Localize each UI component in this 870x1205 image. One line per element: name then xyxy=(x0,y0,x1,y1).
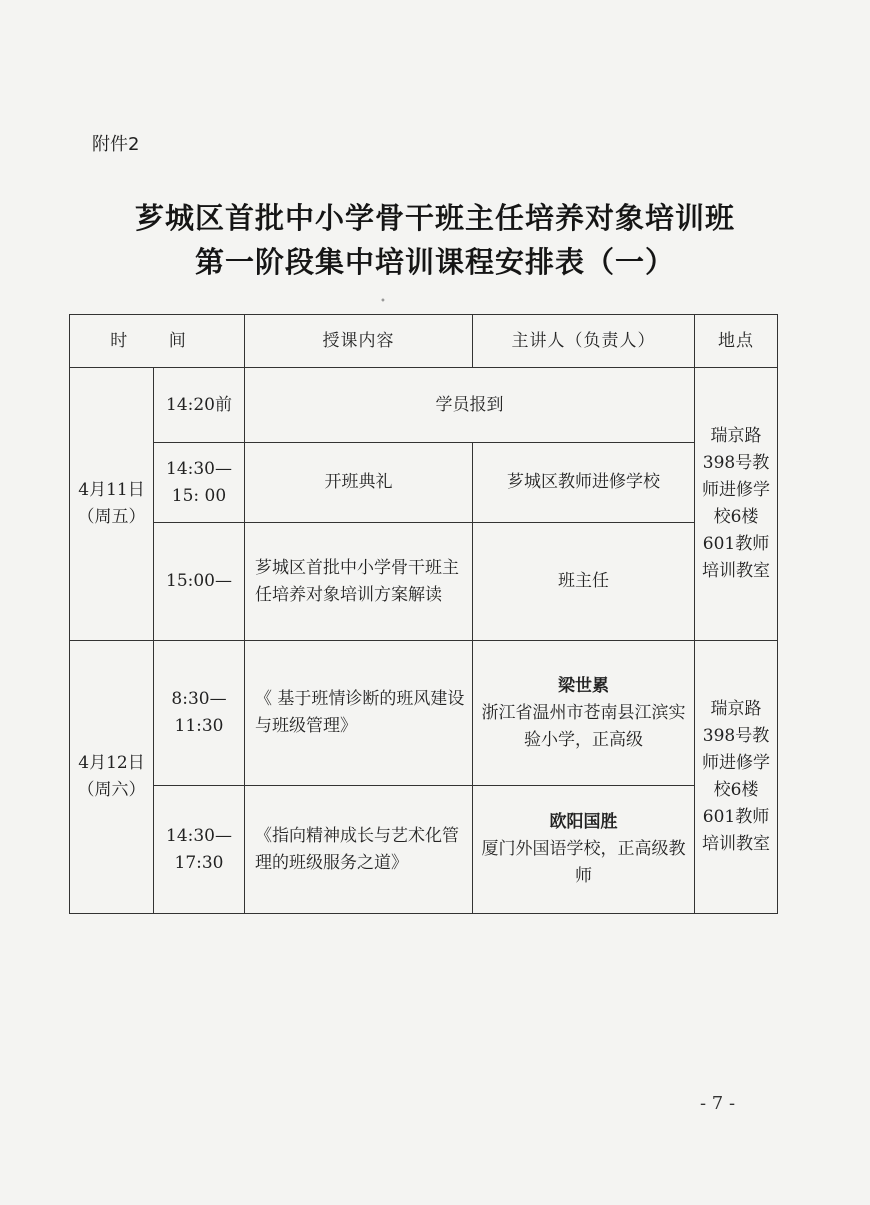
content-cell: 开班典礼 xyxy=(245,443,473,523)
header-time: 时 间 xyxy=(70,315,245,368)
scan-speck: • xyxy=(380,296,386,307)
speaker-cell: 芗城区教师进修学校 xyxy=(473,443,695,523)
time-cell: 14:30—15: 00 xyxy=(154,443,245,523)
speaker-title: 浙江省温州市苍南县江滨实验小学，正高级 xyxy=(481,702,686,750)
table-row xyxy=(70,786,778,914)
speaker-cell: 班主任 xyxy=(473,523,695,641)
content-cell: 学员报到 xyxy=(245,368,695,443)
location-cell-day1: 瑞京路398号教师进修学校6楼601教师培训教室 xyxy=(695,368,778,641)
date-cell-day1: 4月11日（周五） xyxy=(70,368,154,641)
speaker-cell xyxy=(473,641,695,786)
page-number: - 7 - xyxy=(700,1093,736,1114)
time-cell: 14:20前 xyxy=(154,368,245,443)
speaker-name: 梁世累 xyxy=(558,675,609,696)
time-cell: 14:30—17:30 xyxy=(154,786,245,914)
speaker-name: 欧阳国胜 xyxy=(549,812,618,832)
document-title-line2: 第一阶段集中培训课程安排表（一） xyxy=(194,245,675,279)
table-header-row xyxy=(70,315,778,368)
header-speaker: 主讲人（负责人） xyxy=(473,315,695,368)
header-content: 授课内容 xyxy=(245,315,473,368)
table-row xyxy=(70,443,778,523)
schedule-table xyxy=(69,314,778,914)
table-row xyxy=(70,641,778,786)
content-cell: 芗城区首批中小学骨干班主任培养对象培训方案解读 xyxy=(245,523,473,641)
attachment-label: 附件2 xyxy=(92,134,140,155)
speaker-cell xyxy=(473,786,695,914)
table-row xyxy=(70,523,778,641)
content-cell: 《 基于班情诊断的班风建设与班级管理》 xyxy=(245,641,473,786)
time-cell: 8:30—11:30 xyxy=(154,641,245,786)
time-cell: 15:00— xyxy=(154,523,245,641)
header-location: 地点 xyxy=(695,315,778,368)
content-cell: 《指向精神成长与艺术化管理的班级服务之道》 xyxy=(245,786,473,914)
location-cell-day2: 瑞京路398号教师进修学校6楼601教师培训教室 xyxy=(695,641,778,914)
document-title-line1: 芗城区首批中小学骨干班主任培养对象培训班 xyxy=(134,201,735,235)
speaker-title: 厦门外国语学校，正高级教师 xyxy=(481,839,686,886)
date-cell-day2: 4月12日（周六） xyxy=(70,641,154,914)
table-row xyxy=(70,368,778,443)
